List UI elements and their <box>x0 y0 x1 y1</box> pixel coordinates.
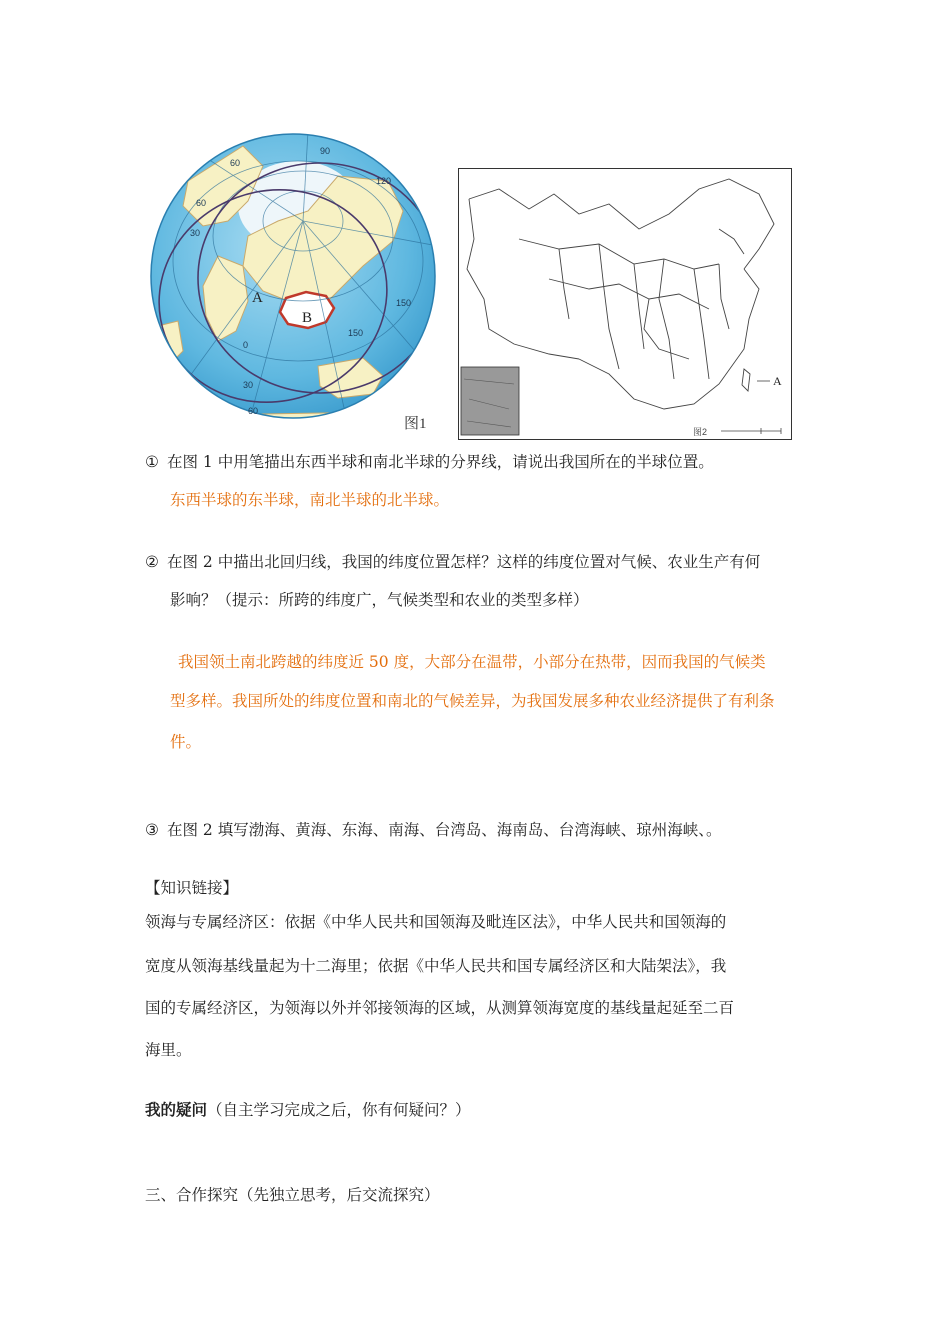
lat-label: 60 <box>196 198 207 208</box>
taiwan-outline <box>742 369 750 391</box>
my-doubt-text: （自主学习完成之后，你有何疑问？） <box>207 1101 471 1119</box>
antarctica-landmass <box>148 411 438 440</box>
point-a-label: A <box>252 290 263 306</box>
knowledge-line1: 领海与专属经济区：依据《中华人民共和国领海及毗连区法》，中华人民共和国领海的 <box>145 913 727 931</box>
question-2-answer-line3: 件。 <box>170 733 202 751</box>
question-1-marker: ① <box>145 453 159 471</box>
figure1-caption: 图1 <box>404 416 427 432</box>
knowledge-line3: 国的专属经济区，为领海以外并邻接领海的区域，从测算领海宽度的基线量起延至二百 <box>145 999 735 1017</box>
question-1-text: 在图 1 中用笔描出东西半球和南北半球的分界线，请说出我国所在的半球位置。 <box>167 453 714 471</box>
lat-label: 60 <box>248 406 259 416</box>
lon-label: 90 <box>320 146 331 156</box>
figure2-caption: 图2 <box>693 427 708 437</box>
point-b-label: B <box>302 310 313 326</box>
lat-label: 30 <box>190 228 201 238</box>
section-3-title: 三、合作探究（先独立思考，后交流探究） <box>145 1186 440 1204</box>
map-point-a-label: A <box>773 374 782 388</box>
question-2-marker: ② <box>145 553 159 571</box>
lon-label: 0 <box>243 340 249 350</box>
knowledge-line4: 海里。 <box>145 1041 192 1059</box>
knowledge-line2: 宽度从领海基线量起为十二海里；依据《中华人民共和国专属经济区和大陆架法》，我 <box>145 957 727 975</box>
china-blank-map-figure <box>458 168 792 440</box>
question-3 <box>145 819 721 841</box>
my-doubt-label: 我的疑问 <box>145 1100 208 1119</box>
south-china-sea-inset <box>461 367 519 435</box>
question-2-text-line1: 在图 2 中描出北回归线，我国的纬度位置怎样？这样的纬度位置对气候、农业生产有何 <box>167 553 761 571</box>
my-doubt <box>145 1099 471 1121</box>
china-map-outline <box>459 169 791 439</box>
lon-label: 120 <box>376 176 392 186</box>
question-2-text-line2: 影响？（提示：所跨的纬度广，气候类型和农业的类型多样） <box>170 591 589 609</box>
question-2-answer-line1: 我国领土南北跨越的纬度近 50 度，大部分在温带，小部分在热带，因而我国的气候类 <box>178 653 766 671</box>
question-1-answer: 东西半球的东半球，南北半球的北半球。 <box>170 491 450 509</box>
globe-map-figure <box>148 126 448 440</box>
knowledge-heading: 【知识链接】 <box>145 879 239 897</box>
lat-label: 30 <box>243 380 254 390</box>
question-3-marker: ③ <box>145 821 159 839</box>
question-2-answer-line2: 型多样。我国所处的纬度位置和南北的气候差异，为我国发展多种农业经济提供了有利条 <box>170 692 775 710</box>
lon-label: 150 <box>348 328 364 338</box>
question-3-text: 在图 2 填写渤海、黄海、东海、南海、台湾岛、海南岛、台湾海峡、琼州海峡、。 <box>167 821 722 839</box>
question-1 <box>145 451 714 473</box>
lon-label: 150 <box>396 298 412 308</box>
lon-label: 60 <box>230 158 241 168</box>
question-2 <box>145 551 760 573</box>
